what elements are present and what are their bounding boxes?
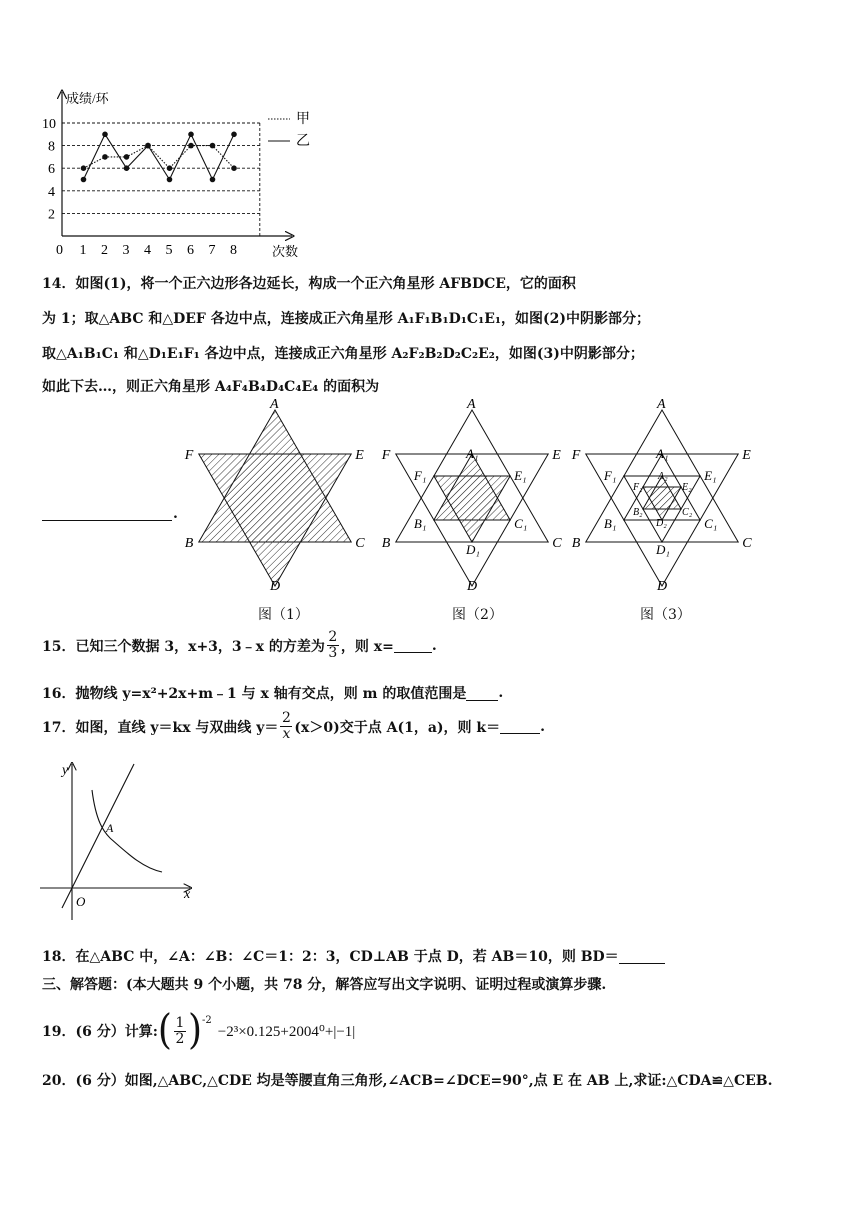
chart-xlabel: 次数 xyxy=(272,244,299,259)
q19-row xyxy=(42,1008,355,1054)
fig1-label-d: D xyxy=(270,579,281,594)
data-point xyxy=(231,132,237,138)
q18-row xyxy=(42,946,665,966)
q16-blank xyxy=(466,686,498,701)
q19-prefix: 19．(6 分）计算: xyxy=(42,1024,158,1040)
q15-frac-den: 3 xyxy=(328,645,338,661)
fig2-label-b1: B₁ xyxy=(413,516,427,531)
q17-graph xyxy=(38,760,198,925)
q17-y-label: y xyxy=(62,763,69,778)
x-tick-label: 3 xyxy=(122,243,130,258)
x-tick-label: 1 xyxy=(79,243,87,258)
q16-text: 16．抛物线 y=x²+2x+m﹣1 与 x 轴有交点，则 m 的取值范围是 xyxy=(42,686,467,702)
q17-blank xyxy=(500,719,540,734)
fig3-label-e2: E₂ xyxy=(682,482,692,493)
fig2-label-e1: E₁ xyxy=(514,468,527,483)
fig1-label-b: B xyxy=(184,536,194,551)
fig3-label-e: E xyxy=(742,448,751,463)
q16-end: . xyxy=(498,685,504,701)
q15-row xyxy=(42,630,437,661)
x-tick-label: 8 xyxy=(230,243,237,258)
fig3-label-d2: D₂ xyxy=(656,518,667,529)
fig2-label-a1: A₁ xyxy=(466,446,479,461)
q19-paren-fraction: ( $\frac{1}{2}$ ) -2 xyxy=(157,1006,212,1054)
y-tick-label: 8 xyxy=(48,139,55,155)
section3-heading: 三、解答题：(本大题共 9 个小题，共 78 分，解答应写出文字说明、证明过程或演算步骤. xyxy=(42,977,607,993)
q19-rest: −2³×0.125+2004⁰+|−1| xyxy=(217,1023,356,1040)
q17-origin-label: O xyxy=(76,894,86,909)
x-tick-label: 6 xyxy=(187,243,194,258)
q19-frac-den: 2 xyxy=(175,1030,185,1047)
fig2-label-a: A xyxy=(467,397,476,412)
fig3-label-b2: B₂ xyxy=(632,507,643,518)
q18-text: 18．在△ABC 中，∠A：∠B：∠C＝1：2：3，CD⊥AB 于点 D，若 AB＝10，则 BD＝ xyxy=(42,949,619,965)
q15-frac-num: 2 xyxy=(328,629,338,645)
data-point xyxy=(188,143,194,149)
q17-fraction xyxy=(280,711,292,742)
fig2-label-d1: D₁ xyxy=(466,542,480,557)
data-point xyxy=(231,165,237,171)
y-tick-label: 10 xyxy=(42,117,56,132)
chart-ylabel: 成绩/环 xyxy=(66,91,109,106)
fig3-caption: 图（3） xyxy=(640,607,691,623)
data-point xyxy=(210,143,216,149)
fig3-label-a: A xyxy=(657,397,666,412)
data-point xyxy=(81,165,87,171)
q15-fraction xyxy=(327,630,339,661)
q17-suffix: (x＞0)交于点 A(1，a)，则 k＝ xyxy=(294,719,501,736)
q14-line1: 14．如图(1)，将一个正六边形各边延长，构成一个正六角星形 AFBDCE，它的面积 xyxy=(42,276,576,292)
data-point xyxy=(102,154,108,160)
x-tick-label: 0 xyxy=(56,243,63,258)
q17-end: . xyxy=(540,718,546,735)
legend-jia: 甲 xyxy=(296,112,310,127)
data-point xyxy=(102,132,108,138)
fig1-label-f: F xyxy=(184,448,194,463)
q17-prefix: 17．如图，直线 y＝kx 与双曲线 y＝ xyxy=(42,719,279,736)
q17-frac-num: 2 xyxy=(281,710,291,726)
data-point xyxy=(145,143,151,149)
star-figures xyxy=(184,397,760,598)
q16-row xyxy=(42,683,503,703)
q17-frac-den: x xyxy=(282,726,291,742)
x-tick-label: 2 xyxy=(101,243,108,258)
fig2-label-b: B xyxy=(381,536,391,551)
fig1-label-a: A xyxy=(270,397,279,412)
data-point xyxy=(167,177,173,183)
fig3-label-f1: F₁ xyxy=(603,468,617,483)
q14-answer-end: . xyxy=(173,506,178,522)
q15-suffix: ，则 x= xyxy=(340,638,394,655)
x-tick-label: 7 xyxy=(208,243,216,258)
fig2-label-d: D xyxy=(467,579,478,594)
q14-line2: 为 1；取△ABC 和△DEF 各边中点，连接成正六角星形 A₁F₁B₁D₁C₁E₁，如图(2)中阴影部分； xyxy=(42,311,650,327)
y-tick-label: 4 xyxy=(48,184,55,200)
q15-blank xyxy=(394,638,432,653)
q14-line3: 取△A₁B₁C₁ 和△D₁E₁F₁ 各边中点，连接成正六角星形 A₂F₂B₂D₂C₂E₂，如图(3)中阴影部分； xyxy=(42,346,644,362)
data-point xyxy=(210,177,216,183)
x-tick-label: 5 xyxy=(165,243,173,258)
fig3-label-f: F xyxy=(571,448,581,463)
fig2-label-e: E xyxy=(552,448,561,463)
fig3-label-a1: A₁ xyxy=(656,446,669,461)
fig2-label-f1: F₁ xyxy=(413,468,427,483)
fig2-caption: 图（2） xyxy=(452,607,503,623)
score-line-chart xyxy=(40,86,330,264)
data-point xyxy=(124,154,130,160)
fig3-label-c1: C₁ xyxy=(704,516,718,531)
legend-yi: 乙 xyxy=(296,134,310,149)
fig3-label-c: C xyxy=(742,536,752,551)
q18-blank xyxy=(619,949,665,964)
fig3-label-d1: D₁ xyxy=(656,542,670,557)
q20-text: 20．(6 分）如图,△ABC,△CDE 均是等腰直角三角形,∠ACB=∠DCE=90°,点 E 在 AB 上,求证:△CDA≌△CEB. xyxy=(42,1073,773,1089)
q19-frac-num: 1 xyxy=(175,1014,185,1031)
q17-row xyxy=(42,711,545,742)
fig1-caption: 图（1） xyxy=(258,607,309,623)
q15-end: . xyxy=(431,637,437,654)
q17-point-a-label: A xyxy=(106,821,114,835)
fig1-label-c: C xyxy=(355,536,365,551)
fig2-label-c1: C₁ xyxy=(514,516,528,531)
q19-exponent: -2 xyxy=(201,1015,212,1026)
q15-prefix: 15．已知三个数据 3，x+3，3﹣x 的方差为 xyxy=(42,638,325,655)
q14-answer-blank xyxy=(42,520,172,521)
fig3-label-d: D xyxy=(657,579,668,594)
fig3-label-f2: F₂ xyxy=(632,482,643,493)
y-tick-label: 2 xyxy=(48,207,55,223)
fig3-label-a2: A₂ xyxy=(658,471,668,482)
fig3-label-c2: C₂ xyxy=(682,507,693,518)
data-point xyxy=(188,132,194,138)
fig3-label-b: B xyxy=(571,536,581,551)
data-point xyxy=(124,165,130,171)
fig2-label-f: F xyxy=(381,448,391,463)
y-tick-label: 6 xyxy=(48,162,55,178)
data-point xyxy=(81,177,87,183)
q14-line4: 如此下去…，则正六角星形 A₄F₄B₄D₄C₄E₄ 的面积为 xyxy=(42,379,380,395)
fig1-label-e: E xyxy=(355,448,364,463)
fig3-label-e1: E₁ xyxy=(704,468,717,483)
fig2-label-c: C xyxy=(552,536,562,551)
x-tick-label: 4 xyxy=(144,243,151,258)
data-point xyxy=(167,165,173,171)
fig3-label-b1: B₁ xyxy=(603,516,617,531)
q17-x-label: x xyxy=(184,887,191,902)
